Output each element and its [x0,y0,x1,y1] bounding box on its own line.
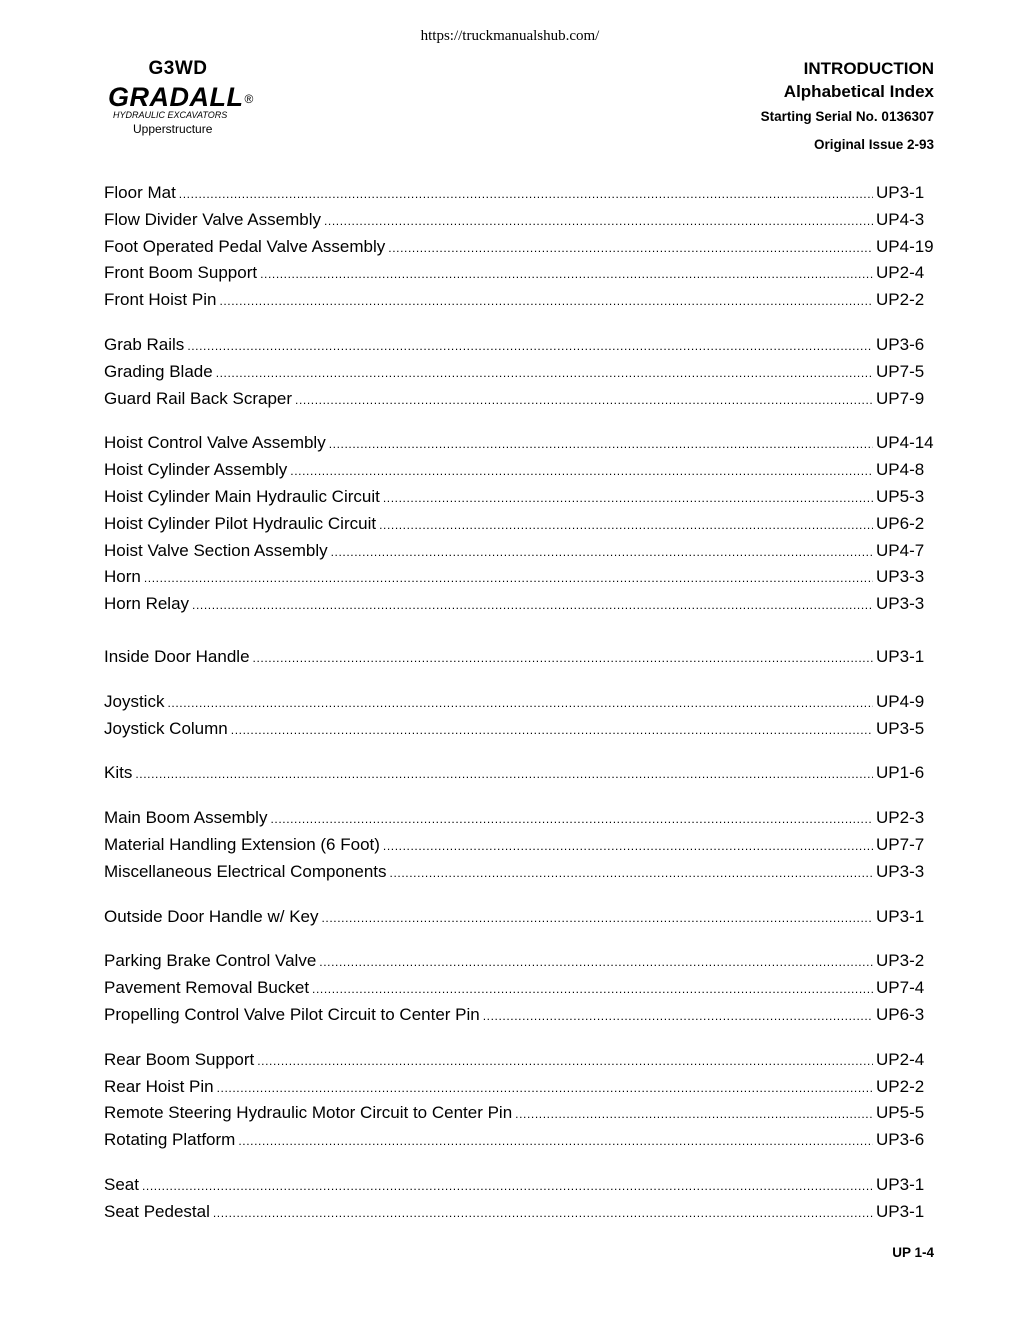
entry-label: Hoist Cylinder Main Hydraulic Circuit [104,486,380,506]
index-entry [104,692,934,719]
entry-label: Rear Hoist Pin [104,1076,214,1096]
entry-page-ref: UP4-7 [876,540,925,560]
index-entry [104,594,934,621]
index-group [104,907,934,934]
entry-page-ref: UP4-19 [876,236,934,256]
entry-label: Grading Blade [104,361,213,381]
index-entry [104,487,934,514]
dot-leader [192,598,873,612]
brand-wordmark [108,84,268,110]
entry-label: Rotating Platform [104,1130,236,1150]
dot-leader [260,267,873,281]
page-subtitle: Alphabetical Index [783,82,934,101]
entry-page-ref: UP5-3 [876,486,925,506]
index-entry [104,1202,934,1229]
index-entry [104,290,934,317]
dot-leader [331,545,873,559]
model-name: G3WD [148,58,208,79]
dot-leader [290,464,873,478]
dot-leader [270,812,873,826]
entry-page-ref: UP3-5 [876,718,925,738]
index-group [104,951,934,1031]
entry-label: Joystick Column [104,718,228,738]
dot-leader [483,1009,873,1023]
entry-label: Main Boom Assembly [104,808,268,828]
entry-page-ref: UP2-2 [876,1076,925,1096]
dot-leader [319,955,873,969]
source-url[interactable]: https://truckmanualshub.com/ [420,28,600,44]
entry-page-ref: UP3-3 [876,861,925,881]
index-group [104,183,934,317]
entry-page-ref: UP3-6 [876,334,925,354]
dot-leader [379,518,873,532]
index-group [104,763,934,790]
dot-leader [142,1179,873,1193]
entry-label: Remote Steering Hydraulic Motor Circuit to Center Pin [104,1103,513,1123]
entry-label: Flow Divider Valve Assembly [104,209,321,229]
brand-name: GRADALL [108,82,244,112]
page-title: INTRODUCTION [803,59,934,78]
entry-label: Seat [104,1174,139,1194]
entry-label: Pavement Removal Bucket [104,978,310,998]
dot-leader [295,393,873,407]
entry-page-ref: UP7-4 [876,978,925,998]
entry-label: Floor Mat [104,183,176,202]
dot-leader [257,1054,873,1068]
dot-leader [217,1081,873,1095]
dot-leader [179,187,873,201]
alphabetical-index [104,183,934,1247]
dot-leader [324,214,873,228]
dot-leader [388,241,873,255]
dot-leader [187,339,873,353]
index-entry [104,978,934,1005]
index-group [104,808,934,888]
registered-mark: ® [244,92,254,106]
entry-page-ref: UP1-6 [876,763,925,783]
entry-label: Outside Door Handle w/ Key [104,906,319,926]
index-entry [104,210,934,237]
entry-label: Rear Boom Support [104,1049,255,1069]
entry-label: Horn [104,567,141,587]
index-entry [104,263,934,290]
dot-leader [253,651,873,665]
entry-label: Hoist Control Valve Assembly [104,433,326,453]
index-entry [104,647,934,674]
entry-label: Joystick [104,691,165,711]
entry-page-ref: UP3-1 [876,646,925,666]
dot-leader [167,696,873,710]
index-entry [104,907,934,934]
index-entry [104,362,934,389]
entry-page-ref: UP2-3 [876,808,925,828]
entry-page-ref: UP5-5 [876,1103,925,1123]
brand-tagline: HYDRAULIC EXCAVATORS [113,110,228,120]
index-entry [104,719,934,746]
entry-page-ref: UP6-3 [876,1004,925,1024]
dot-leader [390,866,873,880]
entry-label: Horn Relay [104,594,190,614]
dot-leader [383,491,873,505]
dot-leader [238,1134,873,1148]
page-number: UP 1-4 [892,1245,934,1260]
dot-leader [135,767,873,781]
entry-label: Hoist Cylinder Assembly [104,460,288,480]
index-entry [104,862,934,889]
index-entry [104,1175,934,1202]
dot-leader [329,437,873,451]
entry-page-ref: UP2-4 [876,263,925,283]
index-entry [104,335,934,362]
index-group [104,647,934,674]
index-group [104,1050,934,1157]
entry-page-ref: UP3-1 [876,1174,925,1194]
dot-leader [312,982,873,996]
index-entry [104,389,934,416]
index-entry [104,1077,934,1104]
dot-leader [144,571,873,585]
section-name: Upperstructure [133,122,213,136]
entry-page-ref: UP4-3 [876,209,925,229]
entry-label: Grab Rails [104,334,185,354]
index-entry [104,514,934,541]
dot-leader [515,1107,873,1121]
entry-page-ref: UP2-2 [876,290,925,310]
entry-page-ref: UP3-2 [876,951,925,971]
index-entry [104,835,934,862]
index-group [104,433,934,621]
index-entry [104,460,934,487]
entry-page-ref: UP3-3 [876,594,925,614]
entry-page-ref: UP7-7 [876,834,925,854]
dot-leader [383,839,873,853]
entry-label: Foot Operated Pedal Valve Assembly [104,236,386,256]
gradall-logo [108,58,268,136]
entry-page-ref: UP3-3 [876,567,925,587]
entry-page-ref: UP4-9 [876,691,925,711]
issue-date: Original Issue 2-93 [813,137,934,152]
dot-leader [216,366,873,380]
dot-leader [219,294,873,308]
entry-label: Hoist Cylinder Pilot Hydraulic Circuit [104,513,377,533]
index-group [104,692,934,746]
index-entry [104,433,934,460]
entry-page-ref: UP3-1 [876,1201,925,1221]
entry-page-ref: UP7-5 [876,361,925,381]
index-entry [104,237,934,264]
index-entry [104,951,934,978]
entry-page-ref: UP4-8 [876,460,925,480]
entry-label: Inside Door Handle [104,646,250,666]
entry-page-ref: UP2-4 [876,1049,925,1069]
index-entry [104,1103,934,1130]
index-entry [104,763,934,790]
index-entry [104,1005,934,1032]
entry-label: Front Boom Support [104,263,258,283]
entry-label: Propelling Control Valve Pilot Circuit to Center Pin [104,1004,480,1024]
entry-label: Front Hoist Pin [104,290,217,310]
entry-page-ref: UP3-1 [876,906,925,926]
dot-leader [213,1206,873,1220]
serial-number: Starting Serial No. 0136307 [760,109,934,124]
entry-label: Guard Rail Back Scraper [104,388,293,408]
index-entry [104,808,934,835]
index-entry [104,541,934,568]
entry-label: Seat Pedestal [104,1201,210,1221]
index-entry [104,1130,934,1157]
dot-leader [231,723,873,737]
index-entry [104,183,934,210]
index-group [104,335,934,415]
entry-page-ref: UP3-6 [876,1130,925,1150]
entry-label: Miscellaneous Electrical Components [104,861,387,881]
index-entry [104,567,934,594]
index-group [104,1175,934,1229]
entry-page-ref: UP3-1 [876,183,925,202]
entry-page-ref: UP7-9 [876,388,925,408]
entry-label: Parking Brake Control Valve [104,951,317,971]
entry-page-ref: UP6-2 [876,513,925,533]
dot-leader [322,911,874,925]
entry-label: Material Handling Extension (6 Foot) [104,834,380,854]
entry-label: Kits [104,763,133,783]
entry-label: Hoist Valve Section Assembly [104,540,328,560]
entry-page-ref: UP4-14 [876,433,934,453]
page-header [761,58,934,156]
index-entry [104,1050,934,1077]
